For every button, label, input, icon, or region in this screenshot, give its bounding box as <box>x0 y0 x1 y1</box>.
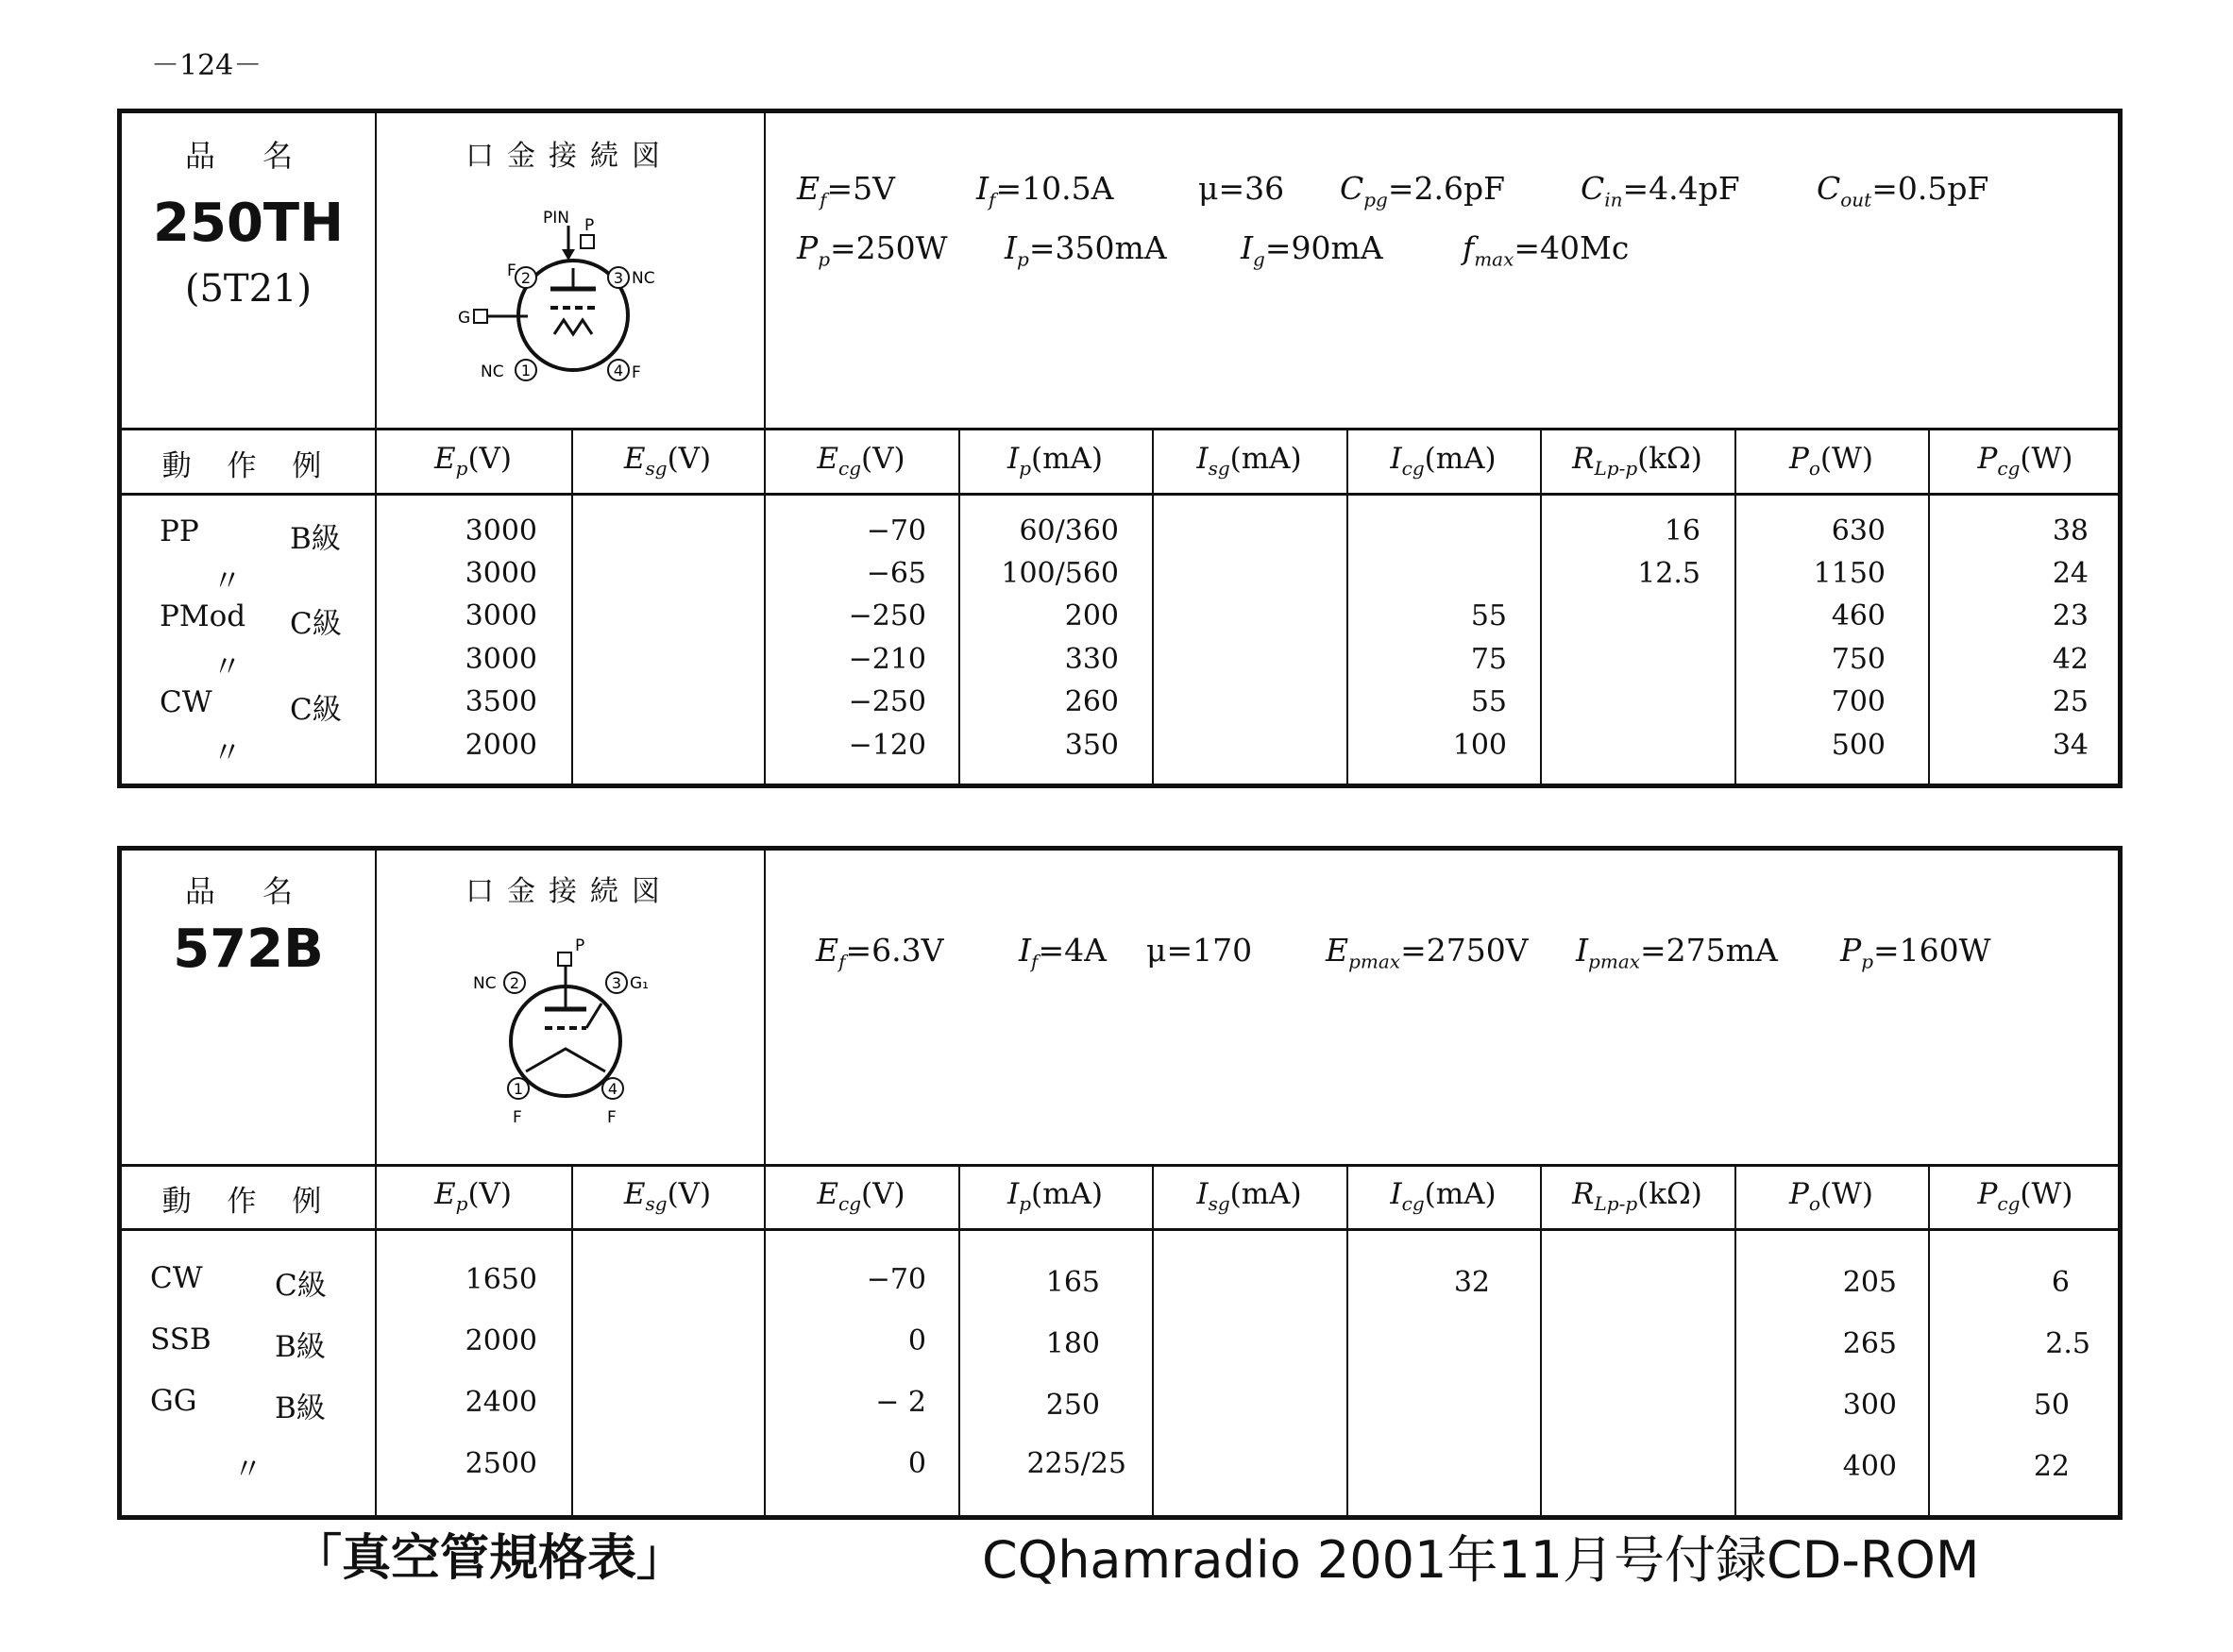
spec-ipmax: $I_{pmax}=275mA$ <box>1576 932 1778 973</box>
header-icg: $I_{cg}(mA)$ <box>1390 1177 1497 1216</box>
row-mode: 〃 <box>212 650 242 684</box>
cell-ecg: −120 <box>848 729 926 762</box>
cell-icg: 32 <box>1453 1266 1490 1299</box>
header-ip: $I_p(mA)$ <box>1007 1177 1104 1216</box>
spec-ef: $E_f=6.3V$ <box>816 932 944 973</box>
row-mode: GG <box>150 1384 197 1418</box>
cell-po: 400 <box>1842 1450 1897 1483</box>
spec-ig: $I_g=90mA$ <box>1241 229 1383 271</box>
pin-1-number: 1 <box>513 1080 524 1098</box>
header-rlpp: $R_{Lp-p}(k\Omega)$ <box>1572 442 1702 480</box>
cell-ep: 3000 <box>465 514 537 548</box>
row-class: B級 <box>290 522 341 556</box>
tube-name-cell <box>122 868 375 980</box>
header-ecg: $E_{cg}(V)$ <box>817 442 905 480</box>
pin-2-label: NC <box>473 974 497 993</box>
header-isg: $I_{sg}(mA)$ <box>1196 442 1302 480</box>
spec-cin: $C_{in}=4.4pF$ <box>1581 170 1740 211</box>
pin-3-number: 3 <box>611 974 622 992</box>
name-label: 品 名 <box>184 873 313 909</box>
cell-ecg: −65 <box>866 557 926 590</box>
header-icg: $I_{cg}(mA)$ <box>1390 442 1497 480</box>
cell-pcg: 34 <box>2052 729 2089 762</box>
row-mode: CW <box>150 1261 203 1295</box>
cell-ip: 200 <box>1064 599 1119 632</box>
spec-mu: μ=170 <box>1146 932 1253 969</box>
cell-rl: 16 <box>1664 514 1700 548</box>
cell-po: 700 <box>1831 685 1886 718</box>
header-esg: $E_{sg}(V)$ <box>623 442 712 480</box>
row-class: C級 <box>290 607 342 641</box>
header-esg: $E_{sg}(V)$ <box>623 1177 712 1216</box>
cell-icg: 55 <box>1470 599 1507 632</box>
pin-1-number: 1 <box>520 362 532 379</box>
cell-po: 630 <box>1831 514 1886 548</box>
pin-diagram-250th <box>375 174 764 391</box>
diagram-label: 口金接続図 <box>465 875 673 908</box>
cell-pcg: 50 <box>2033 1389 2070 1422</box>
diagram-label: 口金接続図 <box>465 140 673 173</box>
cell-po: 500 <box>1831 729 1886 762</box>
cell-po: 265 <box>1842 1327 1897 1360</box>
base-diagram-cell <box>375 132 764 391</box>
header-ip: $I_p(mA)$ <box>1007 442 1104 480</box>
tube-name-cell <box>122 132 375 311</box>
cell-po: 750 <box>1831 643 1886 676</box>
base-diagram-cell <box>375 868 764 1136</box>
cell-ecg: 0 <box>907 1324 926 1357</box>
cell-ecg: −250 <box>848 685 926 718</box>
row-class: C級 <box>290 693 342 727</box>
cell-pcg: 42 <box>2052 643 2089 676</box>
spec-if: $I_f=4A$ <box>1019 932 1107 973</box>
tube-name: 572B <box>173 919 324 980</box>
header-ep: $E_p(V)$ <box>433 1177 513 1216</box>
row-class: B級 <box>275 1330 326 1364</box>
cell-ep: 1650 <box>465 1263 537 1296</box>
row-mode: PP <box>160 514 199 548</box>
row-mode: CW <box>160 685 212 719</box>
cell-ip: 330 <box>1064 643 1119 676</box>
row-mode: 〃 <box>212 565 242 598</box>
cell-ep: 3000 <box>465 557 537 590</box>
cell-pcg: 6 <box>2051 1266 2070 1299</box>
cell-pcg: 25 <box>2052 685 2089 718</box>
cell-ep: 2000 <box>465 1324 537 1357</box>
pin-3-label: NC <box>632 269 655 288</box>
cell-pcg: 22 <box>2033 1450 2070 1483</box>
pin-label: PIN <box>543 209 569 228</box>
header-po: $P_o(W)$ <box>1789 1177 1873 1216</box>
spec-if: $I_f=10.5A$ <box>976 170 1114 211</box>
spec-pp: $P_p=250W$ <box>797 229 948 271</box>
spec-fmax: $f_{max}=40Mc$ <box>1463 229 1630 271</box>
cell-ip: 100/560 <box>1001 557 1119 590</box>
spec-cout: $C_{out}=0.5pF$ <box>1817 170 1989 211</box>
pin-3-label: G₁ <box>630 974 649 993</box>
cell-ip: 225/25 <box>1026 1447 1126 1480</box>
pin-2-number: 2 <box>509 974 520 992</box>
header-pcg: $P_{cg}(W)$ <box>1977 442 2073 480</box>
tube-name: 250TH <box>153 193 344 254</box>
plate-label: P <box>575 936 585 955</box>
cell-ip: 250 <box>1045 1389 1100 1422</box>
cell-ip: 165 <box>1045 1266 1100 1299</box>
plate-label: P <box>584 216 595 235</box>
cell-ip: 180 <box>1045 1327 1100 1360</box>
cell-ecg: −70 <box>866 1263 926 1296</box>
header-ep: $E_p(V)$ <box>433 442 513 480</box>
header-rlpp: $R_{Lp-p}(k\Omega)$ <box>1572 1177 1702 1216</box>
cell-po: 1150 <box>1813 557 1886 590</box>
pin-2-number: 2 <box>520 269 532 287</box>
header-ecg: $E_{cg}(V)$ <box>817 1177 905 1216</box>
cell-ecg: 0 <box>907 1447 926 1480</box>
cell-ip: 60/360 <box>1019 514 1119 548</box>
spec-cpg: $C_{pg}=2.6pF$ <box>1340 170 1506 211</box>
grid-label: G <box>458 309 471 328</box>
header-pcg: $P_{cg}(W)$ <box>1977 1177 2073 1216</box>
header-operation: 動 作 例 <box>161 1185 335 1219</box>
spec-ef: $E_f=5V$ <box>797 170 895 211</box>
cell-ep: 2400 <box>465 1386 537 1419</box>
pin-4-label: F <box>607 1108 617 1127</box>
cell-ep: 3000 <box>465 599 537 632</box>
row-mode: 〃 <box>233 1453 262 1487</box>
row-mode: 〃 <box>212 736 242 770</box>
cell-ep: 3500 <box>465 685 537 718</box>
tube-alt-name: (5T21) <box>184 267 313 311</box>
cell-pcg: 2.5 <box>2045 1327 2090 1360</box>
spec-epmax: $E_{pmax}=2750V$ <box>1326 932 1529 973</box>
footer-source: CQhamradio 2001年11月号付録CD-ROM <box>982 1530 1980 1590</box>
cell-ep: 2500 <box>465 1447 537 1480</box>
spec-mu: μ=36 <box>1198 170 1285 207</box>
cell-po: 300 <box>1842 1389 1897 1422</box>
cell-ecg: − 2 <box>875 1386 926 1419</box>
pin-2-label: F <box>507 261 516 280</box>
cell-rl: 12.5 <box>1637 557 1700 590</box>
cell-ep: 3000 <box>465 643 537 676</box>
cell-po: 460 <box>1831 599 1886 632</box>
pin-3-number: 3 <box>613 269 624 287</box>
pin-4-number: 4 <box>607 1080 618 1098</box>
cell-ip: 260 <box>1064 685 1119 718</box>
pin-4-number: 4 <box>613 362 624 379</box>
row-mode: SSB <box>150 1323 211 1357</box>
cell-icg: 100 <box>1452 729 1507 762</box>
row-class: C級 <box>275 1269 327 1303</box>
page-number: －124－ <box>151 49 262 82</box>
cell-pcg: 23 <box>2052 599 2089 632</box>
cell-ecg: −70 <box>866 514 926 548</box>
cell-po: 205 <box>1842 1266 1897 1299</box>
cell-pcg: 38 <box>2052 514 2089 548</box>
header-operation: 動 作 例 <box>161 449 335 483</box>
footer-title: 「真空管規格表」 <box>293 1530 686 1587</box>
spec-pp: $P_p=160W$ <box>1840 932 1991 973</box>
pin-1-label: F <box>513 1108 522 1127</box>
row-class: B級 <box>275 1391 326 1425</box>
cell-pcg: 24 <box>2052 557 2089 590</box>
spec-ip: $I_p=350mA$ <box>1005 229 1167 271</box>
row-mode: PMod <box>160 599 246 633</box>
header-po: $P_o(W)$ <box>1789 442 1873 480</box>
pin-1-label: NC <box>481 362 504 381</box>
cell-icg: 75 <box>1470 643 1507 676</box>
tube-spec-block-572b <box>117 846 2123 1520</box>
cell-ecg: −210 <box>848 643 926 676</box>
pin-4-label: F <box>632 363 641 382</box>
cell-icg: 55 <box>1470 685 1507 718</box>
header-isg: $I_{sg}(mA)$ <box>1196 1177 1302 1216</box>
pin-diagram-572b <box>375 909 764 1136</box>
cell-ecg: −250 <box>848 599 926 632</box>
name-label: 品 名 <box>184 138 313 174</box>
cell-ip: 350 <box>1064 729 1119 762</box>
tube-spec-block-250th <box>117 109 2123 788</box>
cell-ep: 2000 <box>465 729 537 762</box>
